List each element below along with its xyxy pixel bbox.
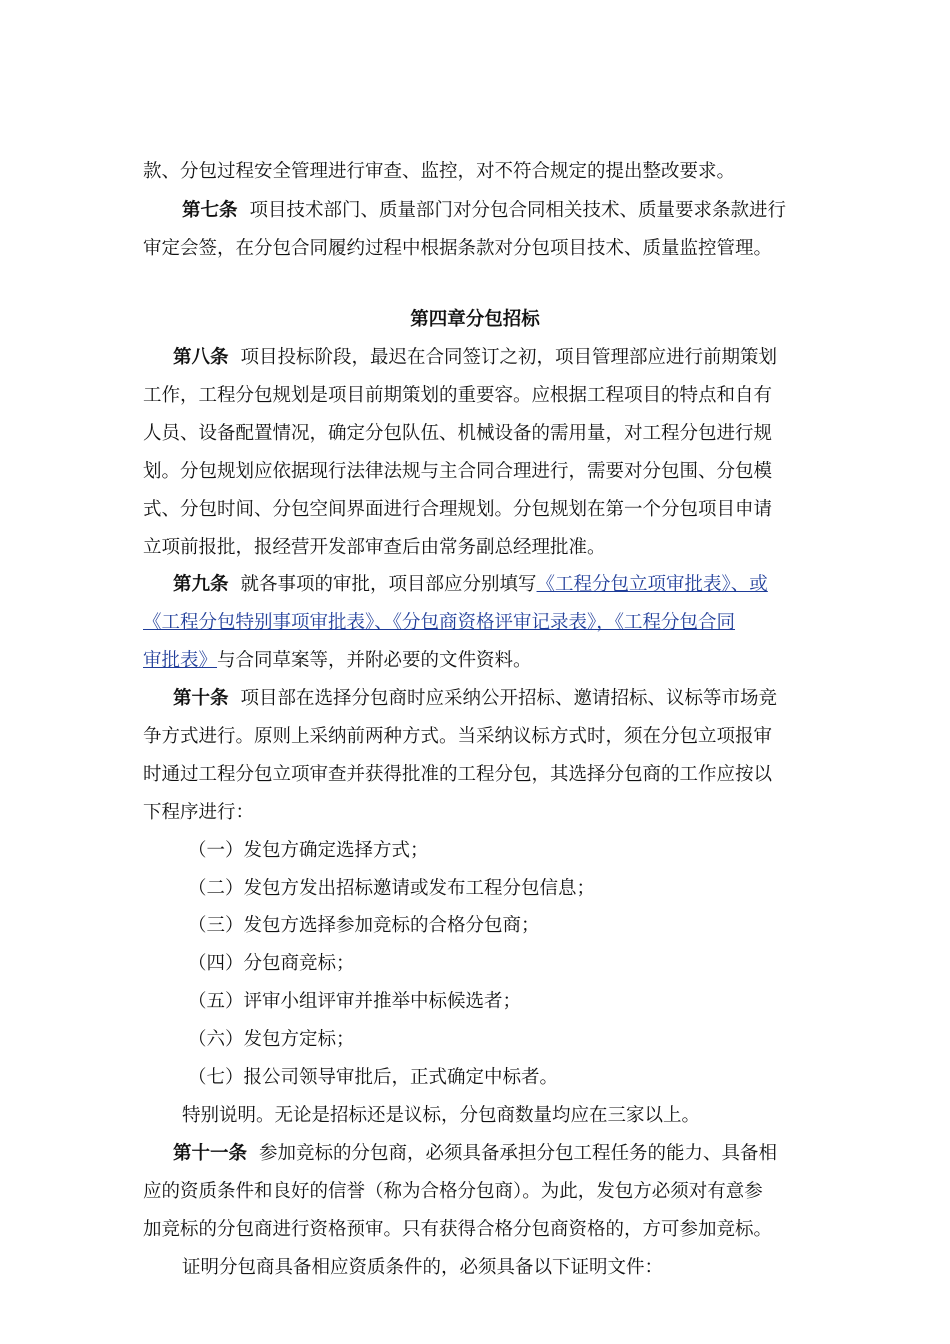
- article-9-text-3: 与合同草案等，并附必要的文件资料。: [217, 650, 532, 671]
- article-11-line-2: 应的资质条件和良好的信誉（称为合格分包商）。为此，发包方必须对有意参: [143, 1181, 763, 1202]
- chapter-4-title: 第四章分包招标: [410, 309, 540, 330]
- article-11-line-3: 加竞标的分包商进行资格预审。只有获得合格分包商资格的，方可参加竞标。: [143, 1219, 773, 1240]
- article-9-label: 第九条: [173, 574, 229, 595]
- article-10-line-2: 争方式进行。原则上采纳前两种方式。当采纳议标方式时，须在分包立项报审: [143, 726, 773, 747]
- paragraph-continuation: 款、分包过程安全管理进行审查、监控，对不符合规定的提出整改要求。: [143, 161, 736, 182]
- article-9-line-2: [143, 611, 813, 635]
- step-7: （七）报公司领导审批后，正式确定中标者。: [188, 1067, 559, 1088]
- step-6: （六）发包方定标；: [188, 1029, 355, 1050]
- step-3: （三）发包方选择参加竞标的合格分包商；: [188, 915, 540, 936]
- proof-intro: 证明分包商具备相应资质条件的，必须具备以下证明文件：: [182, 1257, 664, 1278]
- article-11-text-1: 参加竞标的分包商，必须具备承担分包工程任务的能力、具备相: [259, 1143, 778, 1164]
- article-11-line-1: [173, 1142, 843, 1166]
- link-project-subcontract-approval-form[interactable]: 《工程分包立项审批表》、或: [536, 574, 768, 595]
- link-special-matters-forms[interactable]: 《工程分包特别事项审批表》、《分包商资格评审记录表》，《工程分包合同: [143, 612, 736, 633]
- article-11-label: 第十一条: [173, 1143, 248, 1164]
- article-7-text-1: 项目技术部门、质量部门对分包合同相关技术、质量要求条款进行: [249, 200, 787, 221]
- article-9-line-3: [143, 649, 813, 673]
- step-1: （一）发包方确定选择方式；: [188, 840, 429, 861]
- article-7-line-2: 审定会签，在分包合同履约过程中根据条款对分包项目技术、质量监控管理。: [143, 238, 773, 259]
- article-8-line-6: 立项前报批，报经营开发部审查后由常务副总经理批准。: [143, 537, 606, 558]
- article-8-label: 第八条: [173, 347, 229, 368]
- step-4: （四）分包商竞标；: [188, 953, 355, 974]
- article-8-line-4: 划。分包规划应依据现行法律法规与主合同合理进行，需要对分包围、分包模: [143, 461, 773, 482]
- link-contract-approval-form[interactable]: 审批表》: [143, 650, 218, 671]
- article-8-line-3: 人员、设备配置情况，确定分包队伍、机械设备的需用量，对工程分包进行规: [143, 423, 773, 444]
- article-9-line-1: [173, 573, 843, 597]
- article-10-line-3: 时通过工程分包立项审查并获得批准的工程分包，其选择分包商的工作应按以: [143, 764, 773, 785]
- step-2: （二）发包方发出招标邀请或发布工程分包信息；: [188, 878, 596, 899]
- article-7-line-1: [182, 199, 852, 223]
- step-5: （五）评审小组评审并推举中标候选者；: [188, 991, 522, 1012]
- article-8-text-1: 项目投标阶段，最迟在合同签订之初，项目管理部应进行前期策划: [240, 347, 778, 368]
- article-10-label: 第十条: [173, 688, 229, 709]
- article-7-label: 第七条: [182, 200, 238, 221]
- article-10-line-4: 下程序进行：: [143, 802, 255, 823]
- special-note: 特别说明。无论是招标还是议标，分包商数量均应在三家以上。: [182, 1105, 701, 1126]
- article-8-line-1: [173, 346, 843, 370]
- article-10-line-1: [173, 687, 843, 711]
- article-9-text-1: 就各事项的审批，项目部应分别填写: [240, 574, 537, 595]
- article-8-line-5: 式、分包时间、分包空间界面进行合理规划。分包规划在第一个分包项目申请: [143, 499, 773, 520]
- article-10-text-1: 项目部在选择分包商时应采纳公开招标、邀请招标、议标等市场竞: [240, 688, 778, 709]
- article-8-line-2: 工作，工程分包规划是项目前期策划的重要容。应根据工程项目的特点和自有: [143, 385, 773, 406]
